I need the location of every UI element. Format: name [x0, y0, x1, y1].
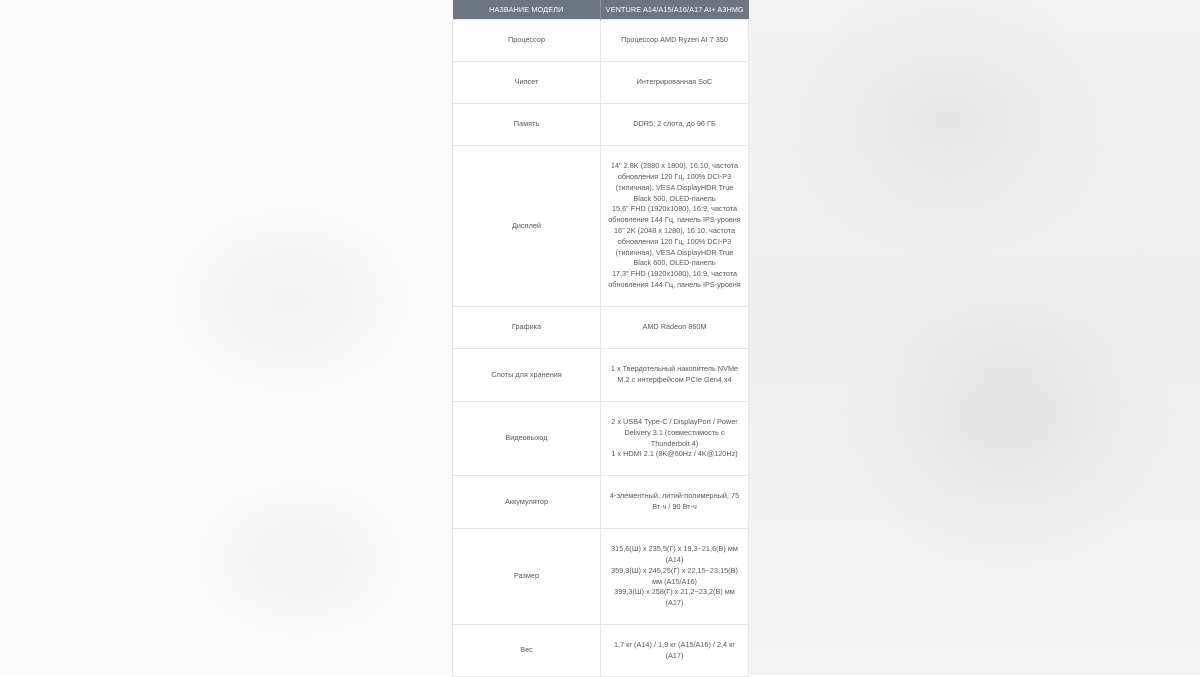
spec-value — [601, 349, 749, 402]
spec-value — [601, 62, 749, 104]
table-row — [453, 146, 749, 307]
table-row — [453, 402, 749, 476]
spec-value — [601, 476, 749, 529]
spec-value-line: 4-элементный, литий-полимерный, 75 Вт-ч / 90 Вт-ч — [609, 491, 740, 511]
spec-value-line: 2 x USB4 Type-C / DisplayPort / Power Delivery 3.1 (совместимость с Thunderbolt 4) — [611, 416, 738, 448]
header-model-value: VENTURE A14/A15/A16/A17 AI+ A3HMG — [601, 0, 749, 20]
spec-value-line: 359,3(Ш) x 245,25(Г) x 22,15~23,15(В) мм (A15/A16) — [611, 565, 738, 586]
spec-value-line: 15,6" FHD (1920x1080), 16:9, частота обновления 144 Гц, панель IPS-уровня — [608, 204, 741, 225]
spec-label: Аккумулятор — [453, 476, 601, 529]
spec-value — [601, 402, 749, 476]
spec-label: Размер — [453, 529, 601, 625]
blurred-background-left — [0, 0, 452, 675]
table-header-row — [453, 0, 749, 20]
table-row — [453, 104, 749, 146]
spec-value-line: 1 x HDMI 2.1 (8K@60Hz / 4K@120Hz) — [611, 449, 738, 459]
spec-value-line: AMD Radeon 860M — [642, 322, 707, 332]
spec-label: Процессор — [453, 20, 601, 62]
spec-value-line: 315,6(Ш) x 235,5(Г) x 19,3~21,6(В) мм (A14) — [611, 544, 738, 564]
spec-value — [601, 146, 749, 307]
spec-label: Графика — [453, 307, 601, 349]
spec-value-line: Процессор AMD Ryzen AI 7 350 — [621, 35, 728, 45]
spec-value — [601, 529, 749, 625]
blurred-background-right — [748, 0, 1200, 675]
header-model-name: НАЗВАНИЕ МОДЕЛИ — [453, 0, 601, 20]
spec-value — [601, 625, 749, 677]
spec-label: Слоты для хранения — [453, 349, 601, 402]
table-row — [453, 476, 749, 529]
spec-value-line: 1,7 кг (A14) / 1,9 кг (A15/A16) / 2,4 кг (A17) — [614, 639, 735, 660]
table-row — [453, 307, 749, 349]
spec-value — [601, 20, 749, 62]
spec-label: Память — [453, 104, 601, 146]
spec-label: Чипсет — [453, 62, 601, 104]
table-row — [453, 349, 749, 402]
spec-label: Видеовыход — [453, 402, 601, 476]
spec-label: Дисплей — [453, 146, 601, 307]
table-row — [453, 625, 749, 677]
table-row — [453, 529, 749, 625]
spec-value-line: 16" 2K (2048 x 1280), 16:10, частота обновления 120 Гц, 100% DCI-P3 (типичная), VESA DisplayHDR True Black 600, OLED-панель — [613, 226, 736, 268]
spec-table — [452, 0, 749, 677]
spec-value-line: 1 x Твердотельный накопитель NVMe M.2 с интерфейсом PCIe Gen4 x4 — [610, 364, 739, 384]
spec-label: Вес — [453, 625, 601, 677]
table-row — [453, 62, 749, 104]
table-row — [453, 20, 749, 62]
spec-value-line: DDR5, 2 слота, до 96 ГБ — [633, 119, 716, 129]
spec-value — [601, 307, 749, 349]
spec-value — [601, 104, 749, 146]
spec-value-line: 399,3(Ш) x 258(Г) x 21,2~23,2(В) мм (A17) — [614, 587, 735, 608]
spec-value-line: 14" 2.8K (2880 x 1800), 16:10, частота обновления 120 Гц, 100% DCI-P3 (типичная), VESA DisplayHDR True Black 500, OLED-панель — [610, 161, 739, 203]
spec-value-line: 17,3" FHD (1920x1080), 16:9, частота обновления 144 Гц, панель IPS-уровня — [608, 269, 741, 289]
spec-value-line: Интегрированная SoC — [636, 77, 713, 87]
